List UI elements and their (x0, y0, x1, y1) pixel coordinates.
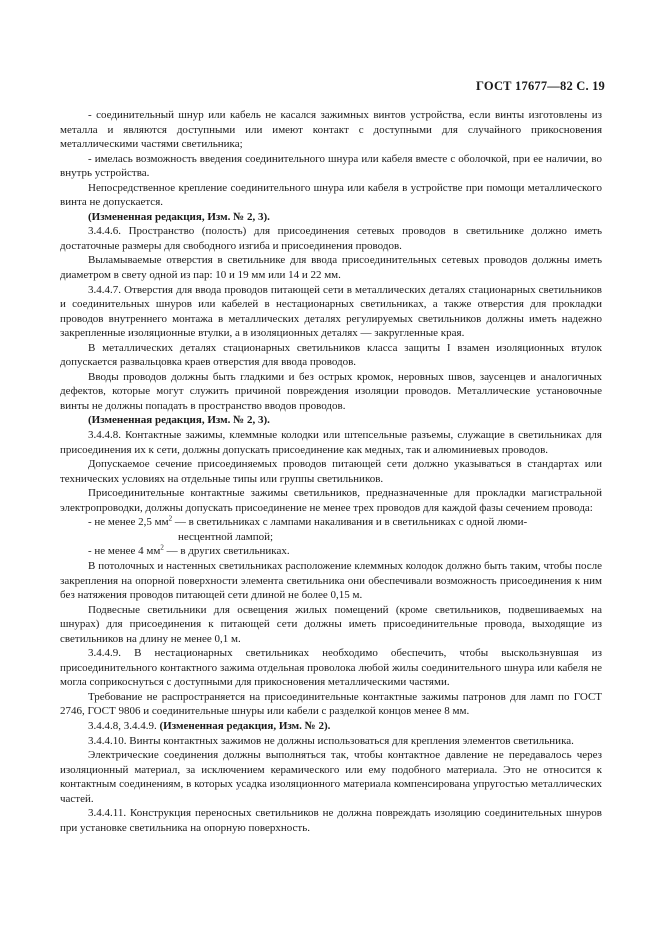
amendment-note: 3.4.4.8, 3.4.4.9. (Измененная редакция, Изм. № 2). (88, 719, 331, 732)
paragraph: 3.4.4.6. Пространство (полость) для присоединения сетевых проводов в светильнике должно иметь достаточные размеры для свободного изгиба и присоединения проводов. (60, 225, 602, 252)
paragraph: Требование не распространяется на присоединительные контактные зажимы патронов для ламп по ГОСТ 2746, ГОСТ 9806 и соединительные шнуры или кабели с разделкой концов менее 8 мм. (60, 690, 602, 718)
paragraph: 3.4.4.10. Винты контактных зажимов не должны использоваться для крепления элементов светильника. (88, 734, 574, 747)
paragraph: 3.4.4.11. Конструкция переносных светильников не должна повреждать изоляцию соединительных шнуров при установке светильника на опорную поверхность. (60, 807, 602, 834)
amendment-note: (Измененная редакция, Изм. № 2, 3). (88, 210, 270, 223)
paragraph: - соединительный шнур или кабель не касался зажимных винтов устройства, если винты изготовлены из металла и являются доступными или имеют контакт с доступными для случайного прикосновения металлическими частями светильника; (60, 109, 602, 151)
running-header: ГОСТ 17677—82 С. 19 (476, 79, 605, 93)
paragraph: - имелась возможность введения соединительного шнура или кабеля вместе с оболочкой, при ее наличии, во внутрь устройства. (60, 152, 602, 180)
list-item: - не менее 4 $мм^2$ — в других светильниках. (88, 543, 290, 558)
paragraph: 3.4.4.9. В нестационарных светильниках необходимо обеспечить, чтобы выскользнувшая из присоединительного контактного зажима отдельная проволока любой жилы соединительного шнура или кабеля не могла соприкоснуться с доступными для прикосновения металлическими частями. (60, 647, 602, 689)
paragraph: Электрические соединения должны выполняться так, чтобы контактное давление не передавалось через изоляционный материал, за исключением керамического или ему подобного материала. Это не относится к контактным соединениям, в которых усадка изоляционного материала компенсирована упругостью металлических частей. (60, 749, 602, 805)
paragraph: Непосредственное крепление соединительного шнура или кабеля в устройстве при помощи металлического винта не допускается. (60, 181, 602, 209)
paragraph: Вводы проводов должны быть гладкими и без острых кромок, неровных швов, заусенцев и аналогичных дефектов, которые могут служить причиной повреждения изоляции проводов. Металлические установочные винты не должны попадать в пространство вводов проводов. (60, 370, 602, 412)
amendment-note: (Измененная редакция, Изм. № 2, 3). (88, 414, 270, 427)
paragraph: 3.4.4.7. Отверстия для ввода проводов питающей сети в металлических деталях стационарных светильников и соединительных шнуров или кабелей в нестационарных светильниках, а также отверстия для прокладки проводов внутреннего монтажа в металлических деталях регулируемых светильников должны иметь надежно закрепленные изоляционные втулки, а в изоляционных деталях — закругленные края. (60, 283, 602, 340)
paragraph: Выламываемые отверстия в светильнике для ввода присоединительных сетевых проводов должны иметь диаметром в свету одной из пар: 10 и 19 мм или 14 и 22 мм. (60, 254, 602, 282)
paragraph: 3.4.4.8. Контактные зажимы, клеммные колодки или штепсельные разъемы, служащие в светильниках для присоединения их к сети, должны допускать присоединение как медных, так и алюминиевых проводов. (60, 429, 602, 456)
paragraph: В металлических деталях стационарных светильников класса защиты I взамен изоляционных втулок допускается развальцовка краев отверстия для ввода проводов. (60, 341, 602, 369)
paragraph: Присоединительные контактные зажимы светильников, предназначенные для прокладки магистральной электропроводки, должны допускать присоединение не менее трех проводов для каждой фазы сечением провода: (60, 487, 602, 514)
list-item: - не менее 2,5 $мм^2$ — в светильниках с лампами накаливания и в светильниках с одной люми- несцентной лампой; (88, 514, 528, 543)
paragraph: Подвесные светильники для освещения жилых помещений (кроме светильников, подвешиваемых на шнурах) для присоединения к питающей сети должны иметь присоединительные провода, выходящие из светильников на длину не менее 0,1 м. (60, 603, 602, 645)
paragraph: В потолочных и настенных светильниках расположение клеммных колодок должно быть таким, чтобы после закрепления на опорной поверхности элемента светильника они обеспечивали возможность присоединения к ним без натяжения проводов питающей сети длиной не более 0,15 м. (60, 559, 602, 602)
paragraph: Допускаемое сечение присоединяемых проводов питающей сети должно указываться в стандартах или технических условиях на отдельные типы или группы светильников. (60, 458, 602, 485)
document-body (60, 108, 602, 835)
